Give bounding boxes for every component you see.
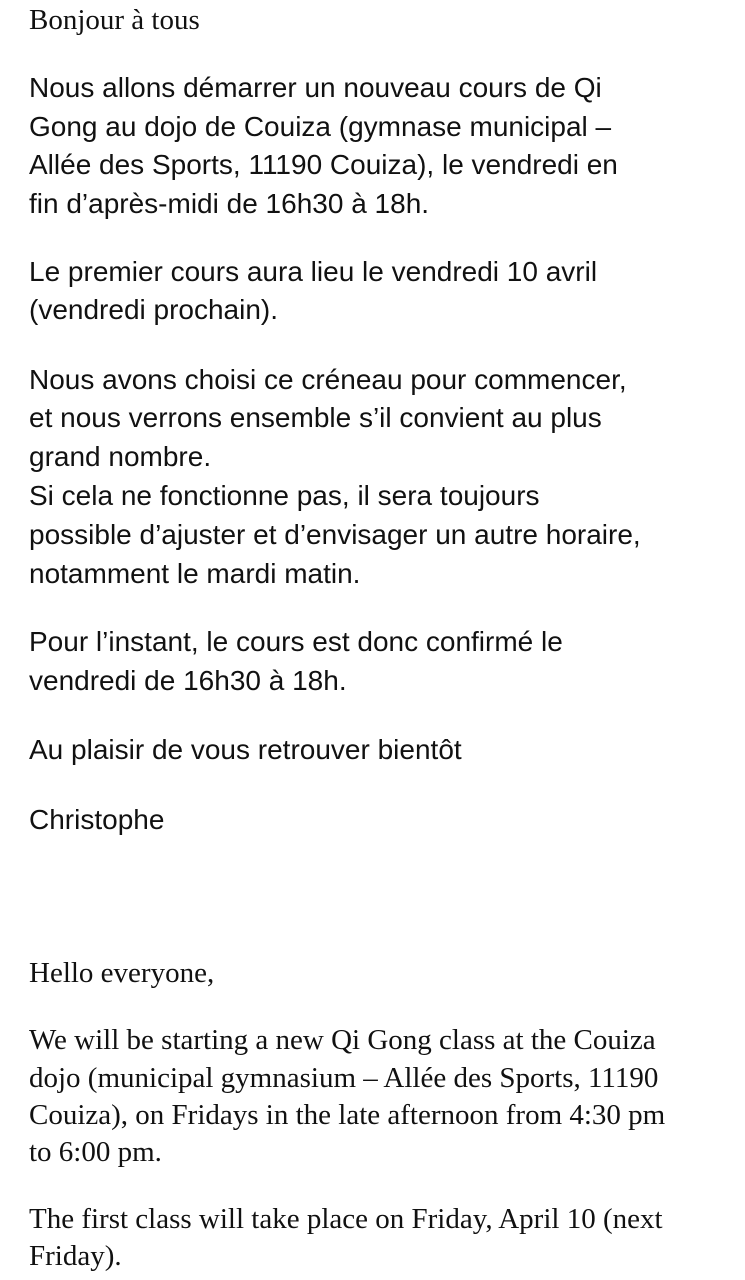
english-paragraph-2-line-1: The first class will take place on Friday, April 10 (next (29, 1203, 663, 1235)
french-paragraph-3-line-6: notamment le mardi matin. (29, 558, 361, 589)
french-closing: Au plaisir de vous retrouver bientôt (29, 734, 462, 765)
french-paragraph-3-line-2: et nous verrons ensemble s’il convient au plus (29, 402, 602, 433)
french-paragraph-1-line-3: Allée des Sports, 11190 Couiza), le vendredi en (29, 149, 618, 180)
french-paragraph-3-line-4: Si cela ne fonctionne pas, il sera toujours (29, 480, 540, 511)
french-paragraph-1-line-2: Gong au dojo de Couiza (gymnase municipal – (29, 111, 612, 142)
french-paragraph-2-line-1: Le premier cours aura lieu le vendredi 10 avril (29, 256, 598, 287)
french-paragraph-1-line-1: Nous allons démarrer un nouveau cours de Qi (29, 72, 602, 103)
french-signature: Christophe (29, 804, 165, 835)
english-paragraph-1-line-3: Couiza), on Fridays in the late afternoon from 4:30 pm (29, 1099, 666, 1131)
french-greeting: Bonjour à tous (29, 4, 200, 36)
french-paragraph-3-line-5: possible d’ajuster et d’envisager un autre horaire, (29, 519, 641, 550)
french-paragraph-3-line-1: Nous avons choisi ce créneau pour commencer, (29, 364, 627, 395)
french-paragraph-3-line-3: grand nombre. (29, 441, 212, 472)
french-paragraph-4-line-1: Pour l’instant, le cours est donc confirmé le (29, 626, 563, 657)
english-paragraph-1-line-2: dojo (municipal gymnasium – Allée des Sports, 11190 (29, 1062, 659, 1094)
english-paragraph-2-line-2: Friday). (29, 1240, 122, 1272)
english-paragraph-1-line-4: to 6:00 pm. (29, 1136, 162, 1168)
french-paragraph-1-line-4: fin d’après-midi de 16h30 à 18h. (29, 188, 430, 219)
french-paragraph-2-line-2: (vendredi prochain). (29, 294, 279, 325)
english-paragraph-1-line-1: We will be starting a new Qi Gong class at the Couiza (29, 1024, 656, 1056)
english-greeting: Hello everyone, (29, 957, 215, 989)
french-paragraph-4-line-2: vendredi de 16h30 à 18h. (29, 665, 347, 696)
